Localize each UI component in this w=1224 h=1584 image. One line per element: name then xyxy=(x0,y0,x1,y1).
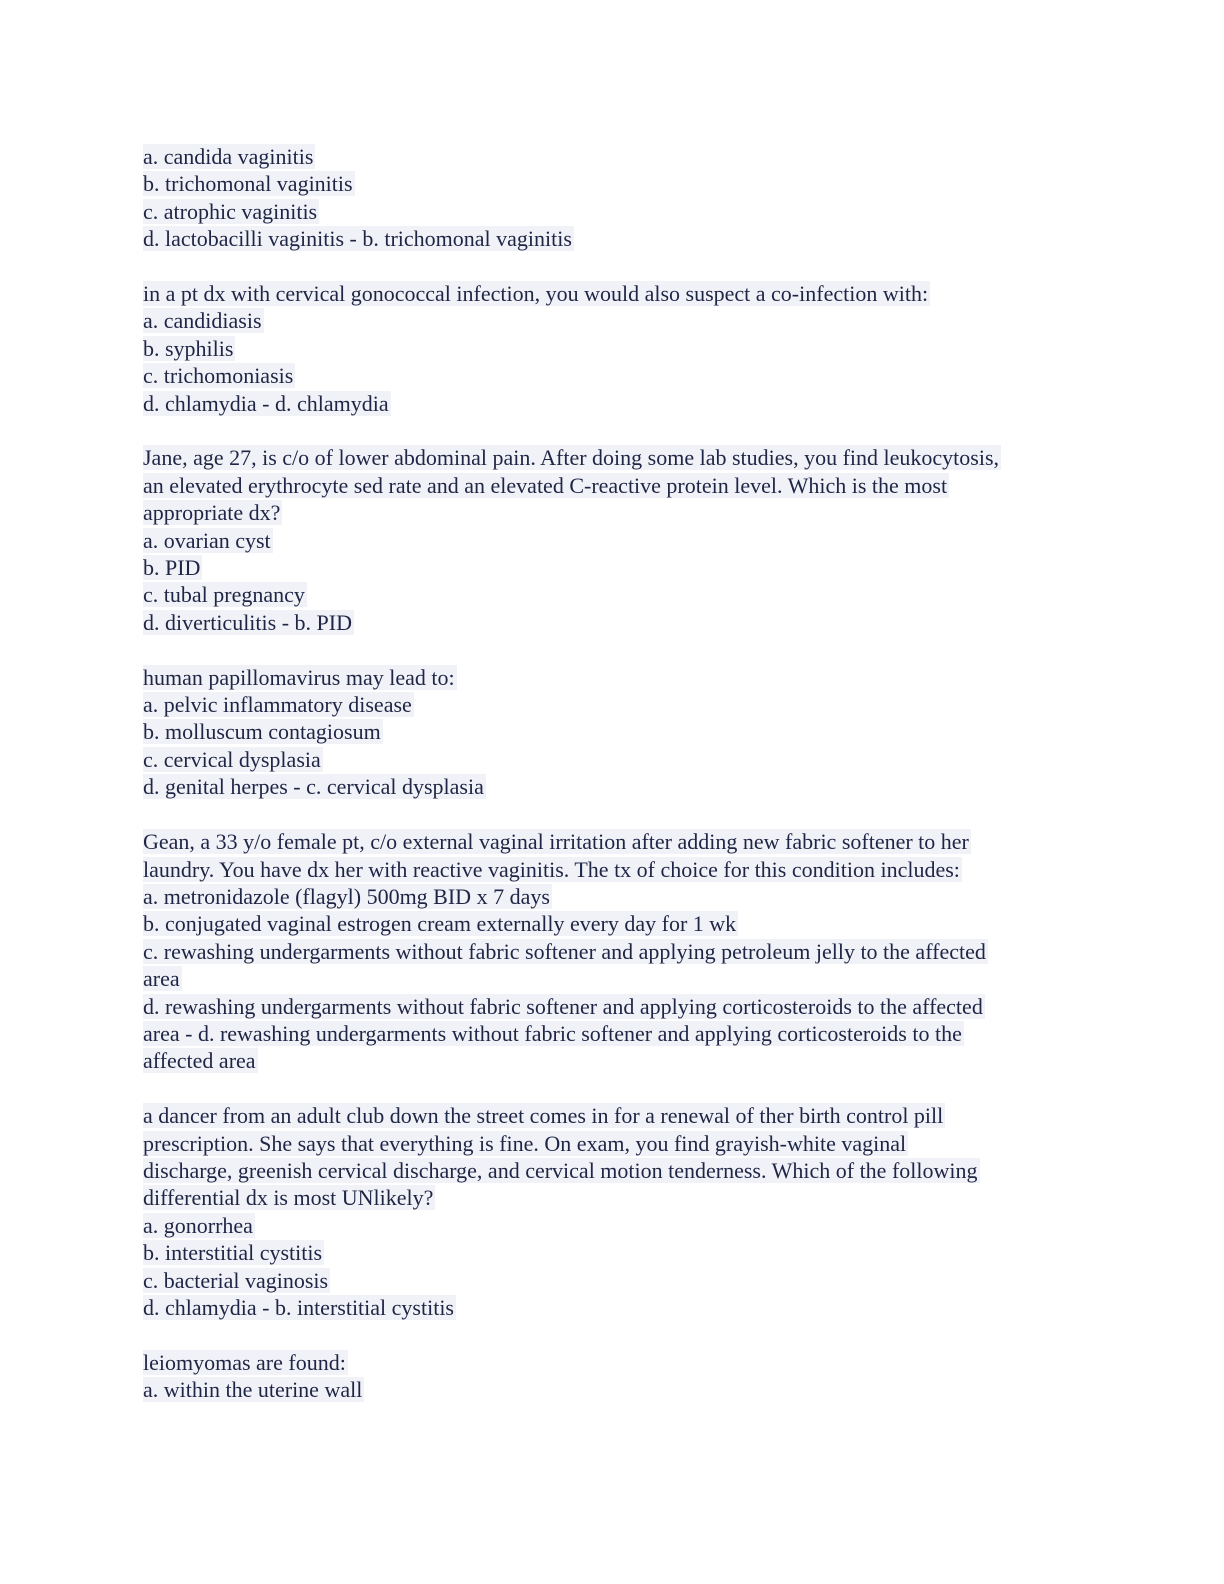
question-text: prescription. She says that everything is fine. On exam, you find grayish-white vaginal xyxy=(143,1130,907,1156)
text-line xyxy=(143,444,1078,471)
option-text: a. ovarian cyst xyxy=(143,527,271,553)
option-text: c. atrophic vaginitis xyxy=(143,198,318,224)
text-line xyxy=(143,965,1078,992)
option-text: b. interstitial cystitis xyxy=(143,1240,323,1266)
text-line xyxy=(143,609,1078,636)
answer-text: d. chlamydia - d. chlamydia xyxy=(143,390,389,416)
question-text: an elevated erythrocyte sed rate and an elevated C-reactive protein level. Which is the most xyxy=(143,472,948,498)
option-text: a. gonorrhea xyxy=(143,1212,253,1238)
question-block xyxy=(143,664,1078,801)
text-line xyxy=(143,1157,1078,1184)
text-line xyxy=(143,664,1078,691)
text-line xyxy=(143,143,1078,170)
option-text: b. PID xyxy=(143,555,201,581)
text-line xyxy=(143,307,1078,334)
answer-text: d. lactobacilli vaginitis - b. trichomonal vaginitis xyxy=(143,226,572,252)
text-line xyxy=(143,746,1078,773)
document-content xyxy=(143,143,1078,1431)
text-line xyxy=(143,883,1078,910)
question-text: Gean, a 33 y/o female pt, c/o external vaginal irritation after adding new fabric softener to her xyxy=(143,829,969,855)
text-line xyxy=(143,1047,1078,1074)
text-line xyxy=(143,910,1078,937)
question-text: differential dx is most UNlikely? xyxy=(143,1185,434,1211)
option-text: a. within the uterine wall xyxy=(143,1377,363,1403)
option-text: b. conjugated vaginal estrogen cream externally every day for 1 wk xyxy=(143,911,737,937)
text-line xyxy=(143,1376,1078,1403)
question-block xyxy=(143,143,1078,253)
answer-text: area - d. rewashing undergarments without fabric softener and applying corticosteroids to the xyxy=(143,1020,962,1046)
question-text: discharge, greenish cervical discharge, and cervical motion tenderness. Which of the following xyxy=(143,1157,978,1183)
text-line xyxy=(143,1294,1078,1321)
option-text: a. pelvic inflammatory disease xyxy=(143,692,412,718)
text-line xyxy=(143,1212,1078,1239)
text-line xyxy=(143,1020,1078,1047)
question-text: laundry. You have dx her with reactive vaginitis. The tx of choice for this condition includes: xyxy=(143,856,960,882)
text-line xyxy=(143,225,1078,252)
text-line xyxy=(143,554,1078,581)
option-text: a. candidiasis xyxy=(143,308,262,334)
text-line xyxy=(143,527,1078,554)
option-text: c. bacterial vaginosis xyxy=(143,1267,329,1293)
text-line xyxy=(143,938,1078,965)
text-line xyxy=(143,993,1078,1020)
option-text: c. cervical dysplasia xyxy=(143,746,321,772)
text-line xyxy=(143,581,1078,608)
question-text: leiomyomas are found: xyxy=(143,1349,346,1375)
text-line xyxy=(143,170,1078,197)
option-text: area xyxy=(143,966,180,992)
text-line xyxy=(143,1102,1078,1129)
question-block xyxy=(143,1349,1078,1404)
text-line xyxy=(143,335,1078,362)
question-block xyxy=(143,828,1078,1075)
option-text: c. trichomoniasis xyxy=(143,363,294,389)
option-text: b. syphilis xyxy=(143,335,234,361)
option-text: a. candida vaginitis xyxy=(143,144,314,169)
option-text: a. metronidazole (flagyl) 500mg BID x 7 days xyxy=(143,883,550,909)
text-line xyxy=(143,773,1078,800)
option-text: b. molluscum contagiosum xyxy=(143,719,381,745)
question-text: appropriate dx? xyxy=(143,500,281,526)
question-text: Jane, age 27, is c/o of lower abdominal pain. After doing some lab studies, you find leukocytosis, xyxy=(143,445,1000,471)
text-line xyxy=(143,1184,1078,1211)
text-line xyxy=(143,856,1078,883)
option-text: d. rewashing undergarments without fabric softener and applying corticosteroids to the affected xyxy=(143,993,983,1019)
answer-text: affected area xyxy=(143,1048,256,1074)
answer-text: d. diverticulitis - b. PID xyxy=(143,609,352,635)
question-text: human papillomavirus may lead to: xyxy=(143,664,455,690)
text-line xyxy=(143,828,1078,855)
text-line xyxy=(143,198,1078,225)
option-text: c. tubal pregnancy xyxy=(143,582,305,608)
text-line xyxy=(143,1349,1078,1376)
text-line xyxy=(143,691,1078,718)
option-text: c. rewashing undergarments without fabric softener and applying petroleum jelly to the affected xyxy=(143,938,986,964)
question-block xyxy=(143,1102,1078,1321)
question-text: a dancer from an adult club down the street comes in for a renewal of ther birth control pill xyxy=(143,1103,944,1129)
text-line xyxy=(143,1130,1078,1157)
text-line xyxy=(143,362,1078,389)
text-line xyxy=(143,1267,1078,1294)
question-text: in a pt dx with cervical gonococcal infection, you would also suspect a co-infection with: xyxy=(143,281,929,307)
answer-text: d. chlamydia - b. interstitial cystitis xyxy=(143,1294,454,1320)
question-block xyxy=(143,280,1078,417)
question-block xyxy=(143,444,1078,636)
text-line xyxy=(143,280,1078,307)
text-line xyxy=(143,472,1078,499)
option-text: b. trichomonal vaginitis xyxy=(143,171,353,197)
text-line xyxy=(143,390,1078,417)
text-line xyxy=(143,718,1078,745)
answer-text: d. genital herpes - c. cervical dysplasia xyxy=(143,774,484,800)
text-line xyxy=(143,1239,1078,1266)
text-line xyxy=(143,499,1078,526)
